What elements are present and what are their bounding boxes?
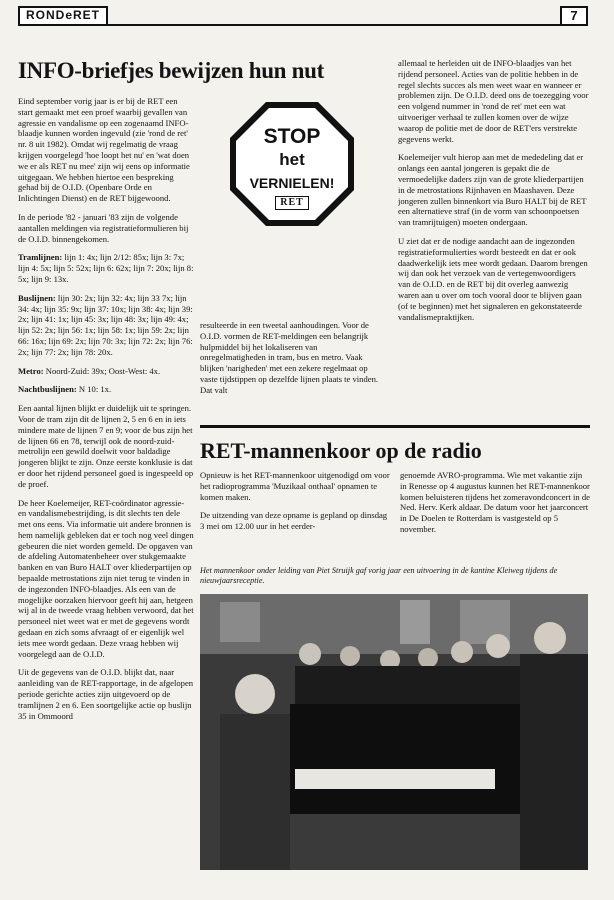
photo-caption: Het mannenkoor onder leiding van Piet Struijk gaf vorig jaar een uitvoering in de kantine Kleiweg tijdens de nieuwjaarsreceptie. xyxy=(200,566,558,585)
gegevens-paragraph: Uit de gegevens van de O.I.D. blijkt dat, naar aanleiding van de RET-rapportage, in de afgelopen periode gerichte acties zijn uitgevoerd op de tramlijnen 2 en 6. Een soortgelijke actie op buslijn 35 in Ommoord xyxy=(18,667,194,721)
section-divider xyxy=(200,425,590,428)
choir-photo xyxy=(200,594,588,870)
article-title: INFO-briefjes bewijzen hun nut xyxy=(18,58,324,83)
tram-stats xyxy=(18,252,194,284)
bus-values: lijn 30: 2x; lijn 32: 4x; lijn 33 7x; lijn 34: 4x; lijn 35: 9x; lijn 37: 10x; lijn 38: 4x; lijn 39: 2x; lijn 41: 1x; lijn 45: 3x; lijn 48: 3x; lijn 49: 4x; lijn 52: 2x; lijn 56: 1x; lijn 58: 1x; lijn 59: 2x; lijn 66: 16x; lijn 69: 2x; lijn 70: 3x; lijn 72: 2x; lijn 76: 2x; lijn 77: 2x; lijn 78: 20x. xyxy=(18,292,193,357)
col2-paragraph: resulteerde in een tweetal aanhoudingen. Voor de O.I.D. vormen de RET-meldingen een belangrijk hulpmiddel bij het lokaliseren van onregelmatigheden in tram, bus en metro. Vaak blijken 'narigheden' met een zekere regelmaat op vaste tijdstippen op dezelfde lijnen plaats te vinden. Dat valt xyxy=(200,320,379,395)
choir-paragraph-2: De uitzending van deze opname is gepland op dinsdag 3 mei om 12.00 uur in het eerder- xyxy=(200,510,388,532)
choir-paragraph-3: genoemde AVRO-programma. Wie met vakantie zijn in Renesse op 4 augustus kunnen het RET-mannenkoor komen beluisteren tijdens het zomeravondconcert in de Ned. Herv. Kerk aldaar. De datum voor het jaarconcert in De Doelen te Rotterdam is vastgesteld op 5 november. xyxy=(400,470,590,534)
stop-line-2: het xyxy=(279,150,305,169)
masthead-logo: RONDeRET xyxy=(18,6,108,26)
stop-line-3: VERNIELEN! xyxy=(249,175,335,191)
night-label: Nachtbuslijnen: xyxy=(18,384,77,395)
metro-stats xyxy=(18,366,194,377)
period-paragraph: In de periode '82 - januari '83 zijn de volgende aantallen meldingen via registratieformulieren bij de O.I.D. binnengekomen. xyxy=(18,211,189,244)
page-number: 7 xyxy=(560,6,588,26)
bus-stats xyxy=(18,293,194,358)
tram-label: Tramlijnen: xyxy=(18,252,63,263)
stop-sign xyxy=(228,100,356,228)
koelemeijer-paragraph: De heer Koelemeijer, RET-coördinator agressie- en vandalismebestrijding, is dit slechts ten dele met ons eens. Via informatie uit andere bronnen is hem namelijk gebleken dat er toch nog veel dingen gebeuren die niet worden gemeld. De opgaven van de afdeling Automatenbeheer over stukgemaakte banken en van Buro HALT over kliederpartijen op bepaalde metrostations zijn niet terug te vinden in de ingezonden INFO-blaadjes. Als een van de mogelijke oorzaken hiervoor geeft hij aan, hetgeen wij al in de tweede vraag hebben verwoord, dat het personeel niet weet wat er met de gegevens wordt gedaan en zich soms afvraagt of er eigenlijk wel iets mee wordt gedaan. Deze vraag hebben wij voorgelegd aan de O.I.D. xyxy=(18,497,194,659)
metro-label: Metro: xyxy=(18,365,44,376)
stop-line-1: STOP xyxy=(263,125,321,148)
intro-paragraph: Eind september vorig jaar is er bij de RET een start gemaakt met een proef waarbij gevallen van agressie en vandalisme op een zogenaamd INFO-blaadje kunnen worden ingevuld (zie 'rond de ret' nr. 8 uit 1982). Omdat wij regelmatig de vraag krijgen voorgelegd 'hoe loopt het nu' en 'wat doen we er als RET nu mee' zijn wij eens op informatie uitgegaan. We hebben hiertoe een bespreking gehad bij de O.I.D. (Openbare Orde en Inlichtingen Dienst) en de RET bijgewoond. xyxy=(18,96,190,204)
masthead-bar xyxy=(18,6,588,26)
choir-column-right xyxy=(400,470,590,564)
choir-article-title: RET-mannenkoor op de radio xyxy=(200,438,482,463)
col3-paragraph-2: Koelemeijer vult hierop aan met de mededeling dat er onlangs een aantal jongeren is gepakt die de vermoedelijke daders zijn van de grote kliederpartijen in de metrostations Rijnhaven en Maashaven. Deze jongeren zullen binnenkort via Buro HALT bij de RET een alternatieve straf (in de vorm van schoonpoetsen van tramrijtuigen) moeten ondergaan. xyxy=(398,152,587,228)
choir-column-left xyxy=(200,470,390,564)
night-stats xyxy=(18,384,194,395)
night-values: N 10: 1x. xyxy=(78,384,112,395)
column-2 xyxy=(200,320,382,420)
choir-photo-illustration xyxy=(200,594,588,870)
choir-paragraph-1: Opnieuw is het RET-mannenkoor uitgenodigd om voor het radioprogramma 'Muzikaal onthaal' opnamen te komen maken. xyxy=(200,470,390,502)
column-1 xyxy=(18,96,194,886)
ret-logo: RET xyxy=(275,196,309,210)
metro-values: Noord-Zuid: 39x; Oost-West: 4x. xyxy=(45,365,161,376)
column-3 xyxy=(398,58,590,420)
lines-paragraph: Een aantal lijnen blijkt er duidelijk uit te springen. Voor de tram zijn dit de lijnen 2, 5 en 6 en in iets mindere mate de lijnen 7 en 9; voor de bus zijn het de lijnen 66 en 78, terwijl ook de noord-zuid-metrolijn een gewild doelwit voor baldadige jongeren blijkt te zijn. Onze eerste konklusie is dat er door het rijdend personeel goed is ingespeeld op de proef. xyxy=(18,403,194,489)
col3-paragraph-3: U ziet dat er de nodige aandacht aan de ingezonden registratieformulierties wordt besteedt en dat er ook daadwerkelijk iets mee wordt gedaan. Daarom brengen wij dan ook het verzoek van de vertegenwoordigers van de O.I.D. en de RET bij dit overleg aanwezig waren aan u over om toch vooral door te blijven gaan (of te beginnen) met het signaleren en gekonstateerde vandalismepraktijken. xyxy=(398,235,588,322)
bus-label: Buslijnen: xyxy=(18,292,56,303)
col3-paragraph-1: allemaal te herleiden uit de INFO-blaadjes van het rijdend personeel. Acties van de politie hebben in de regel slechts succes als men weet waar en wanneer er problemen zijn. De O.I.D. deed ons de toezegging voor een volgend nummer in 'rond de ret' met een wat uitvoeriger verhaal te zullen komen over de wijze waarop de politie met de door de RET'ers verstrekte gegevens werkt. xyxy=(398,58,589,144)
tram-values: lijn 1: 4x; lijn 2/12: 85x; lijn 3: 7x; lijn 4: 5x; lijn 5: 52x; lijn 6: 62x; lijn 7: 20x; lijn 8: 5x; lijn 9: 13x. xyxy=(18,252,194,284)
